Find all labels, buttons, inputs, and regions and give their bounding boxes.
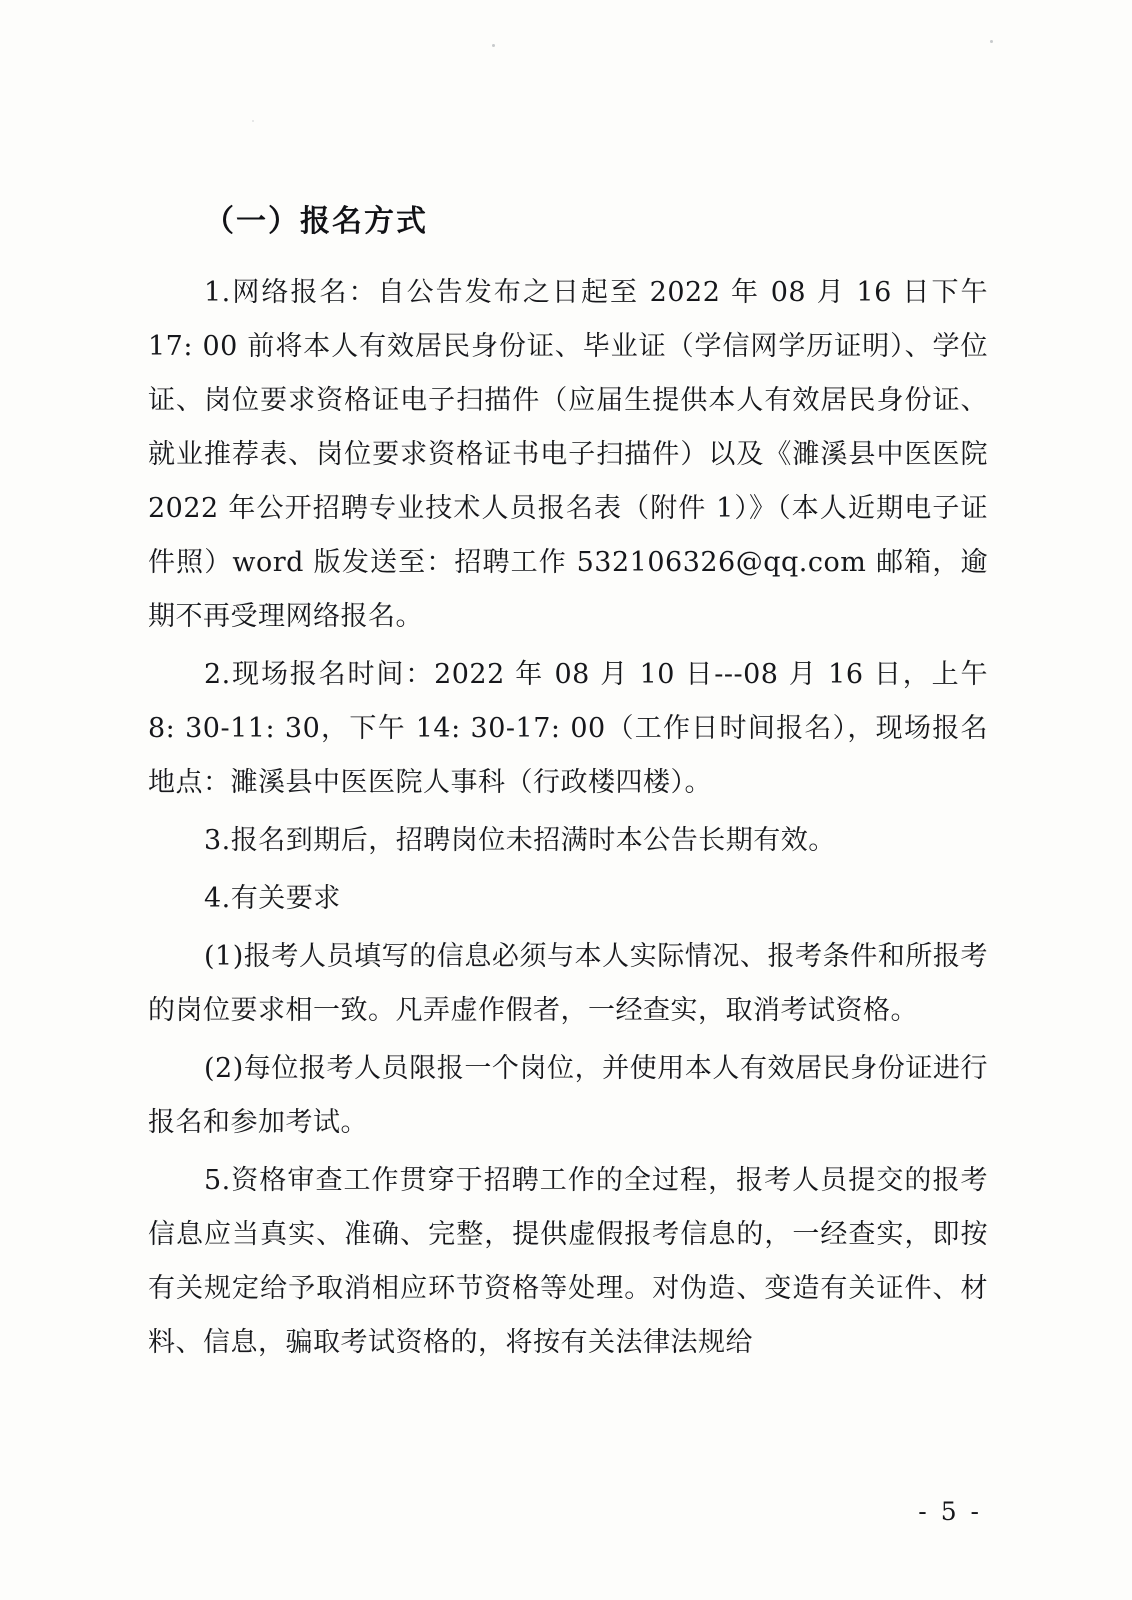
paragraph-requirements-title: 4.有关要求 xyxy=(204,883,341,914)
paragraph-online-registration: 1.网络报名：自公告发布之日起至 2022 年 08 月 16 日下午 17: 00 前将本人有效居民身份证、毕业证（学信网学历证明）、学位证、岗位要求资格证电子扫描件（应届生提供本人有效居民身份证、就业推荐表、岗位要求资格证书电子扫描件）以及《濉溪县中医医院 2022 年公开招聘专业技术人员报名表（附件 1）》（本人近期电子证件照）word 版发送至：招聘工作 532106326@qq.com 邮箱，逾期不再受理网络报名。 xyxy=(148,277,988,632)
scan-speck-icon xyxy=(252,120,254,122)
paragraph-deadline-validity: 3.报名到期后，招聘岗位未招满时本公告长期有效。 xyxy=(204,825,836,856)
scan-speck-icon xyxy=(492,44,495,47)
scan-speck-icon xyxy=(990,40,993,43)
paragraph-requirement-2: (2)每位报考人员限报一个岗位，并使用本人有效居民身份证进行报名和参加考试。 xyxy=(148,1053,988,1138)
paragraph-requirement-1: (1)报考人员填写的信息必须与本人实际情况、报考条件和所报考的岗位要求相一致。凡弄虚作假者，一经查实，取消考试资格。 xyxy=(148,941,988,1026)
paragraph-onsite-registration: 2.现场报名时间：2022 年 08 月 10 日---08 月 16 日，上午 8: 30-11: 30，下午 14: 30-17: 00（工作日时间报名），现场报名地点：濉溪县中医医院人事科（行政楼四楼）。 xyxy=(148,659,988,798)
page-number: - 5 - xyxy=(918,1497,982,1526)
section-heading: （一）报名方式 xyxy=(204,204,428,239)
paragraph-qualification-review: 5.资格审查工作贯穿于招聘工作的全过程，报考人员提交的报考信息应当真实、准确、完整，提供虚假报考信息的，一经查实，即按有关规定给予取消相应环节资格等处理。对伪造、变造有关证件、材料、信息，骗取考试资格的，将按有关法律法规给 xyxy=(148,1165,988,1358)
document-body xyxy=(148,196,988,1370)
